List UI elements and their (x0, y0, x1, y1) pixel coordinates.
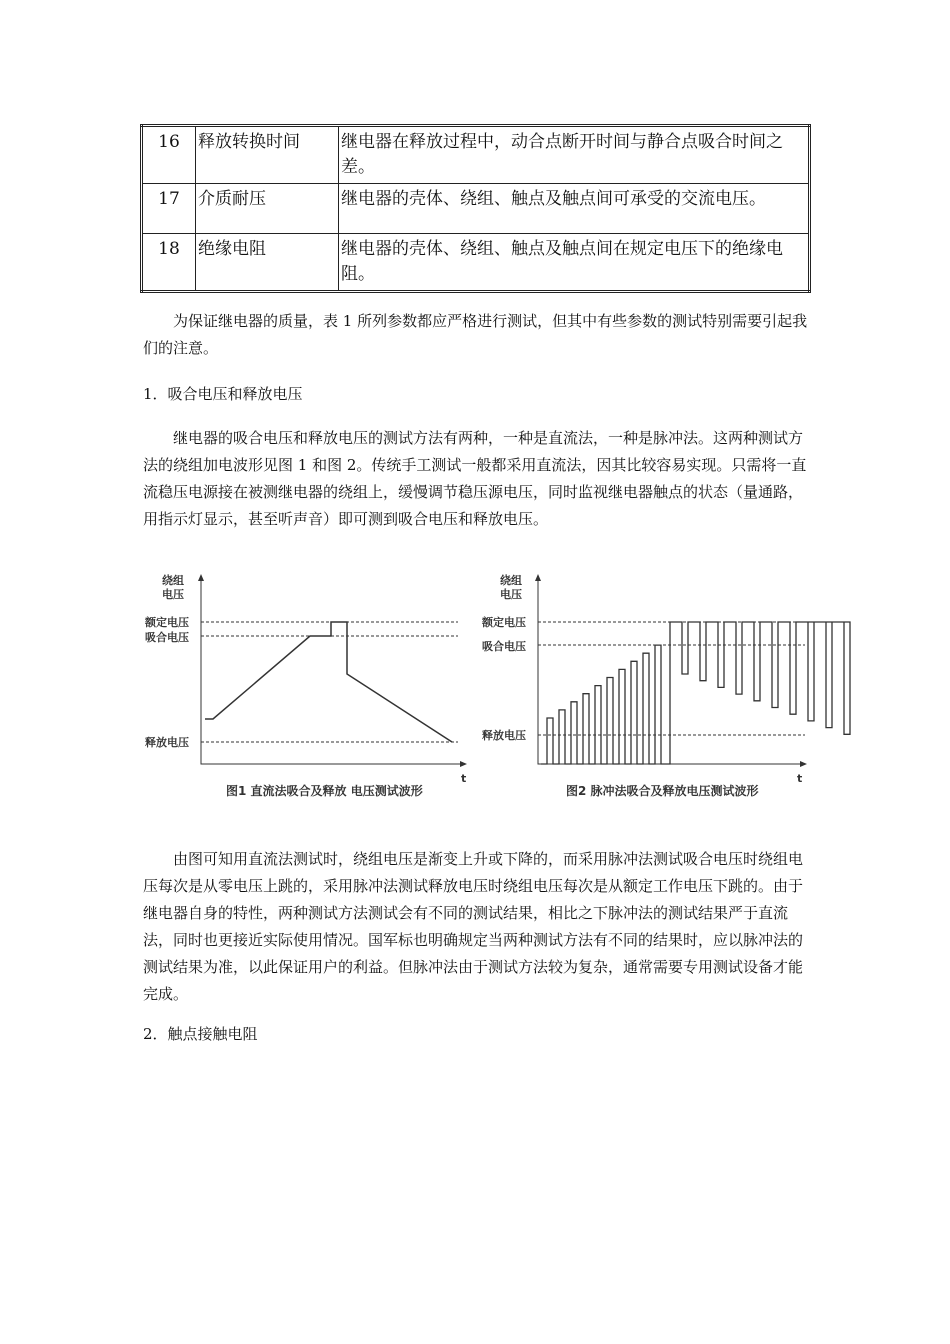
row-number: 18 (142, 234, 196, 292)
paragraph: 由图可知用直流法测试时，绕组电压是渐变上升或下降的，而采用脉冲法测试吸合电压时绕组电压每次是从零电压上跳的，采用脉冲法测试释放电压时绕组电压每次是从额定工作电压下跳的。由于继电器自身的特性，两种测试方法测试会有不同的测试结果，相比之下脉冲法的测试结果严于直流法，同时也更接近实际使用情况。国军标也明确规定当两种测试方法有不同的结果时，应以脉冲法的测试结果为准，以此保证用户的利益。但脉冲法由于测试方法较为复杂，通常需要专用测试设备才能完成。 (143, 850, 804, 1003)
param-desc: 继电器的壳体、绕组、触点及触点间可承受的交流电压。 (339, 184, 810, 234)
paragraph: 为保证继电器的质量，表 1 所列参数都应严格进行测试，但其中有些参数的测试特别需要引起我们的注意。 (143, 312, 808, 357)
section-heading: 2．触点接触电阻 (143, 1025, 258, 1043)
y-label: 电压 (162, 588, 184, 601)
figure-2 (481, 573, 850, 798)
y-label: 绕组 (500, 574, 522, 587)
y-label: 电压 (500, 588, 522, 601)
axes (201, 578, 463, 764)
pulse-waveform (541, 622, 850, 764)
row-number: 16 (142, 126, 196, 184)
t-axis-label: t (797, 772, 803, 785)
release-voltage-label: 释放电压 (145, 736, 189, 749)
figure-caption: 图2 脉冲法吸合及释放电压测试波形 (566, 784, 759, 798)
t-axis-label: t (461, 772, 467, 785)
rated-voltage-label: 额定电压 (482, 616, 526, 629)
section-heading: 1．吸合电压和释放电压 (143, 385, 303, 403)
rated-voltage-label: 额定电压 (145, 616, 189, 629)
param-name: 释放转换时间 (196, 126, 339, 184)
y-label: 绕组 (162, 574, 184, 587)
release-voltage-label: 释放电压 (482, 729, 526, 742)
param-name: 介质耐压 (196, 184, 339, 234)
reference-lines (201, 622, 458, 742)
axis-arrows (535, 574, 807, 767)
row-number: 17 (142, 184, 196, 234)
dc-waveform (205, 622, 452, 742)
paragraph: 继电器的吸合电压和释放电压的测试方法有两种，一种是直流法，一种是脉冲法。这两种测试方法的绕组加电波形见图 1 和图 2。传统手工测试一般都采用直流法，因其比较容易实现。只需将一直流稳压电源接在被测继电器的绕组上，缓慢调节稳压源电压，同时监视继电器触点的状态（量通路，用指示灯显示，甚至听声音）即可测到吸合电压和释放电压。 (143, 429, 807, 528)
figure-caption: 图1 直流法吸合及释放 电压测试波形 (226, 784, 423, 798)
reference-lines (538, 622, 805, 735)
param-desc: 继电器的壳体、绕组、触点及触点间在规定电压下的绝缘电阻。 (339, 234, 810, 292)
figure-1 (144, 573, 467, 798)
pull-in-voltage-label: 吸合电压 (145, 631, 189, 644)
param-name: 绝缘电阻 (196, 234, 339, 292)
pull-in-voltage-label: 吸合电压 (482, 640, 526, 653)
param-desc: 继电器在释放过程中，动合点断开时间与静合点吸合时间之差。 (339, 126, 810, 184)
axis-arrows (198, 574, 467, 767)
